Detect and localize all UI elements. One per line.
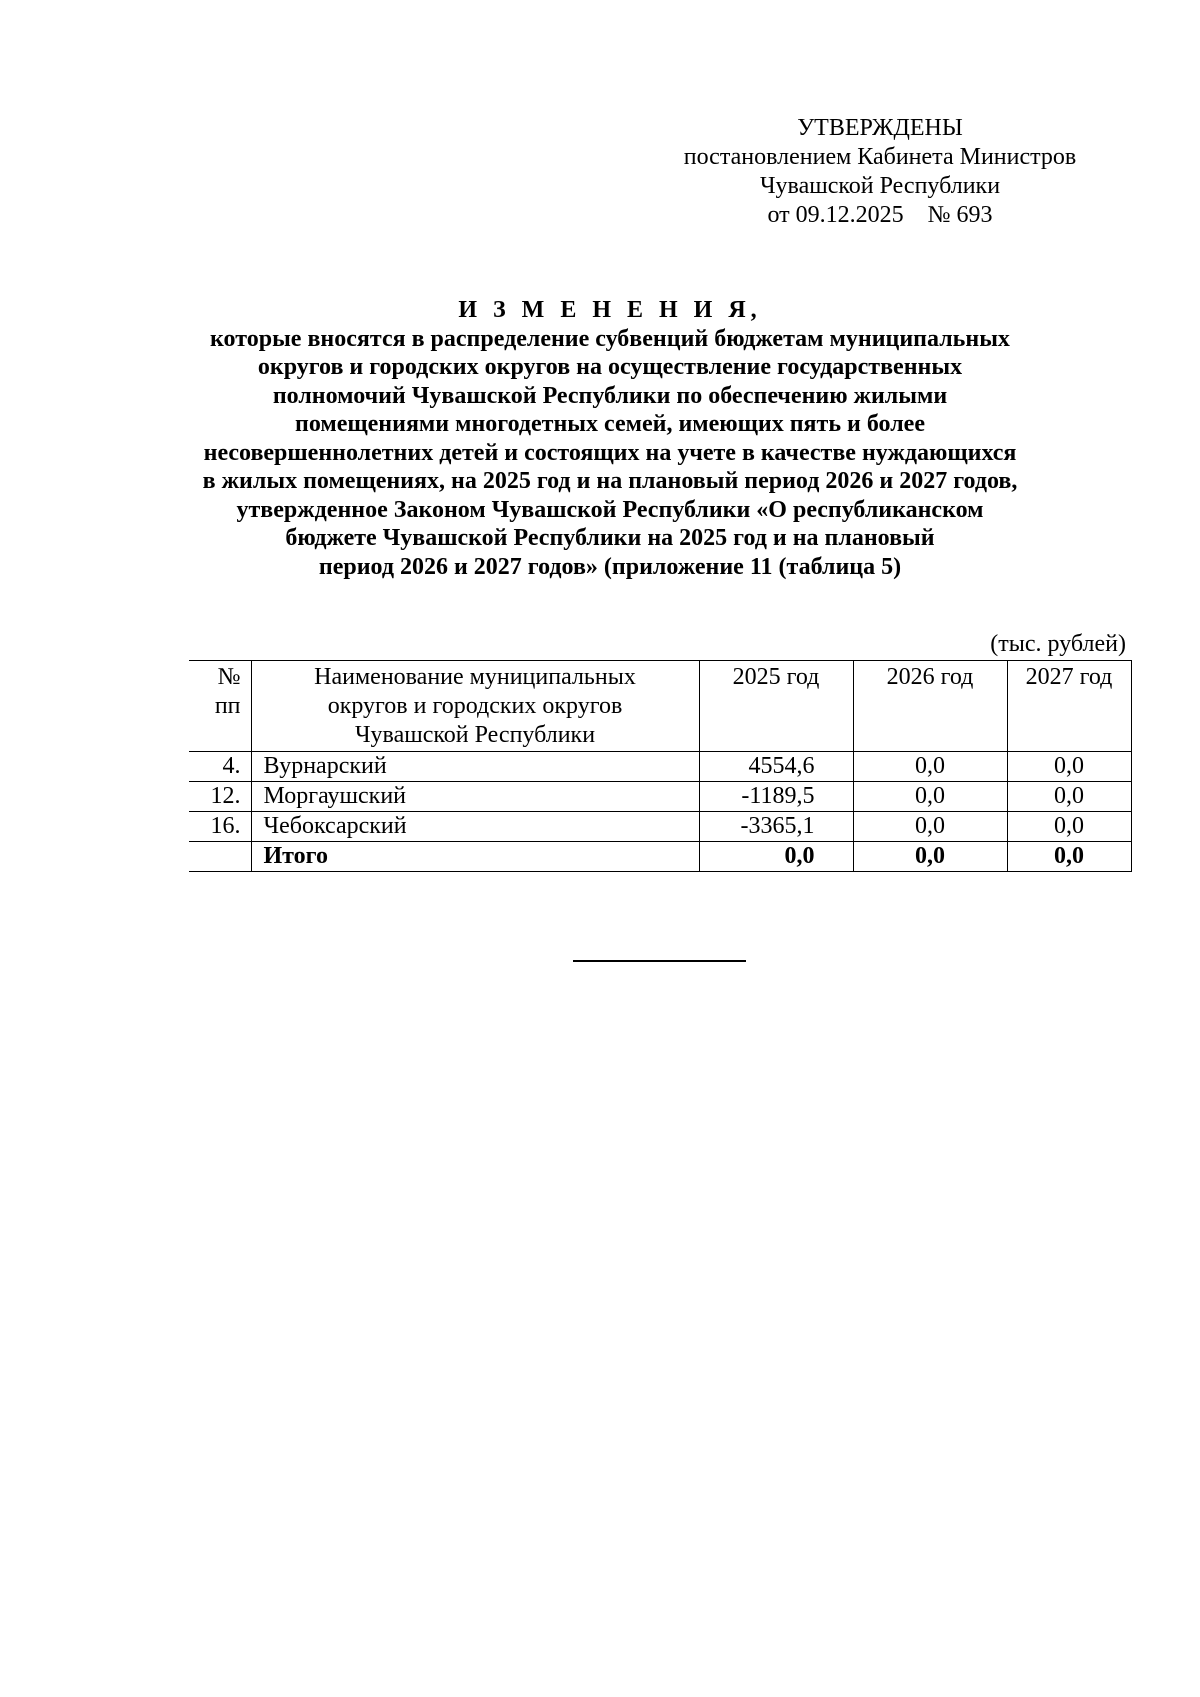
header-2026: 2026 год <box>853 661 1007 752</box>
header-name-line: Наименование муниципальных <box>314 664 636 690</box>
subtitle-line: в жилых помещениях, на 2025 год и на плановый период 2026 и 2027 годов, <box>202 468 1018 494</box>
subvention-table <box>189 660 1132 872</box>
total-value-2027: 0,0 <box>1007 842 1131 872</box>
header-number-abbr: пп <box>214 693 241 719</box>
document-heading <box>150 296 1070 581</box>
document-title: И З М Е Н Е Н И Я, <box>458 297 762 323</box>
total-number-cell <box>189 842 251 872</box>
subtitle-line: несовершеннолетних детей и состоящих на учете в качестве нуждающихся <box>203 439 1017 466</box>
header-number-symbol: № <box>217 664 241 690</box>
header-name-line: округов и городских округов <box>327 693 623 719</box>
closing-divider <box>573 960 746 962</box>
row-value-2027: 0,0 <box>1007 812 1131 842</box>
row-district: Чебоксарский <box>251 812 699 842</box>
row-district: Моргаушский <box>251 782 699 812</box>
table-header-row <box>189 661 1131 752</box>
total-value-2025: 0,0 <box>699 842 853 872</box>
approval-status: УТВЕРЖДЕНЫ <box>797 115 963 141</box>
header-name-line: Чувашской Республики <box>354 722 596 748</box>
row-value-2025: 4554,6 <box>699 752 853 782</box>
row-value-2026: 0,0 <box>853 812 1007 842</box>
table-total-row <box>189 842 1131 872</box>
approval-republic: Чувашской Республики <box>759 173 1001 199</box>
table-row <box>189 812 1131 842</box>
approval-authority: постановлением Кабинета Министров <box>683 144 1077 170</box>
total-label: Итого <box>251 842 699 872</box>
subtitle-line: которые вносятся в распределение субвенций бюджетам муниципальных <box>210 325 1010 352</box>
row-value-2026: 0,0 <box>853 752 1007 782</box>
row-value-2026: 0,0 <box>853 782 1007 812</box>
header-name <box>251 661 699 752</box>
row-number: 12. <box>189 782 251 812</box>
subtitle-line: помещениями многодетных семей, имеющих пять и более <box>295 411 925 437</box>
header-number <box>189 661 251 752</box>
row-number: 4. <box>189 752 251 782</box>
row-value-2027: 0,0 <box>1007 782 1131 812</box>
units-label: (тыс. рублей) <box>990 631 1126 657</box>
table-row <box>189 752 1131 782</box>
row-number: 16. <box>189 812 251 842</box>
subtitle-line: утвержденное Законом Чувашской Республики «О республиканском <box>236 496 984 523</box>
subtitle-line: полномочий Чувашской Республики по обеспечению жилыми <box>272 382 948 409</box>
row-district: Вурнарский <box>251 752 699 782</box>
subtitle-line: бюджете Чувашской Республики на 2025 год и на плановый <box>285 525 935 551</box>
subtitle-line: округов и городских округов на осуществление государственных <box>257 354 963 380</box>
row-value-2025: -1189,5 <box>699 782 853 812</box>
document-subtitle <box>150 325 1070 582</box>
approval-date-number: от 09.12.2025 № 693 <box>767 202 993 228</box>
subtitle-line: период 2026 и 2027 годов» (приложение 11 (таблица 5) <box>318 553 902 580</box>
table-row <box>189 782 1131 812</box>
row-value-2027: 0,0 <box>1007 752 1131 782</box>
approval-block <box>640 114 1120 230</box>
header-2027: 2027 год <box>1007 661 1131 752</box>
header-2025: 2025 год <box>699 661 853 752</box>
row-value-2025: -3365,1 <box>699 812 853 842</box>
total-value-2026: 0,0 <box>853 842 1007 872</box>
